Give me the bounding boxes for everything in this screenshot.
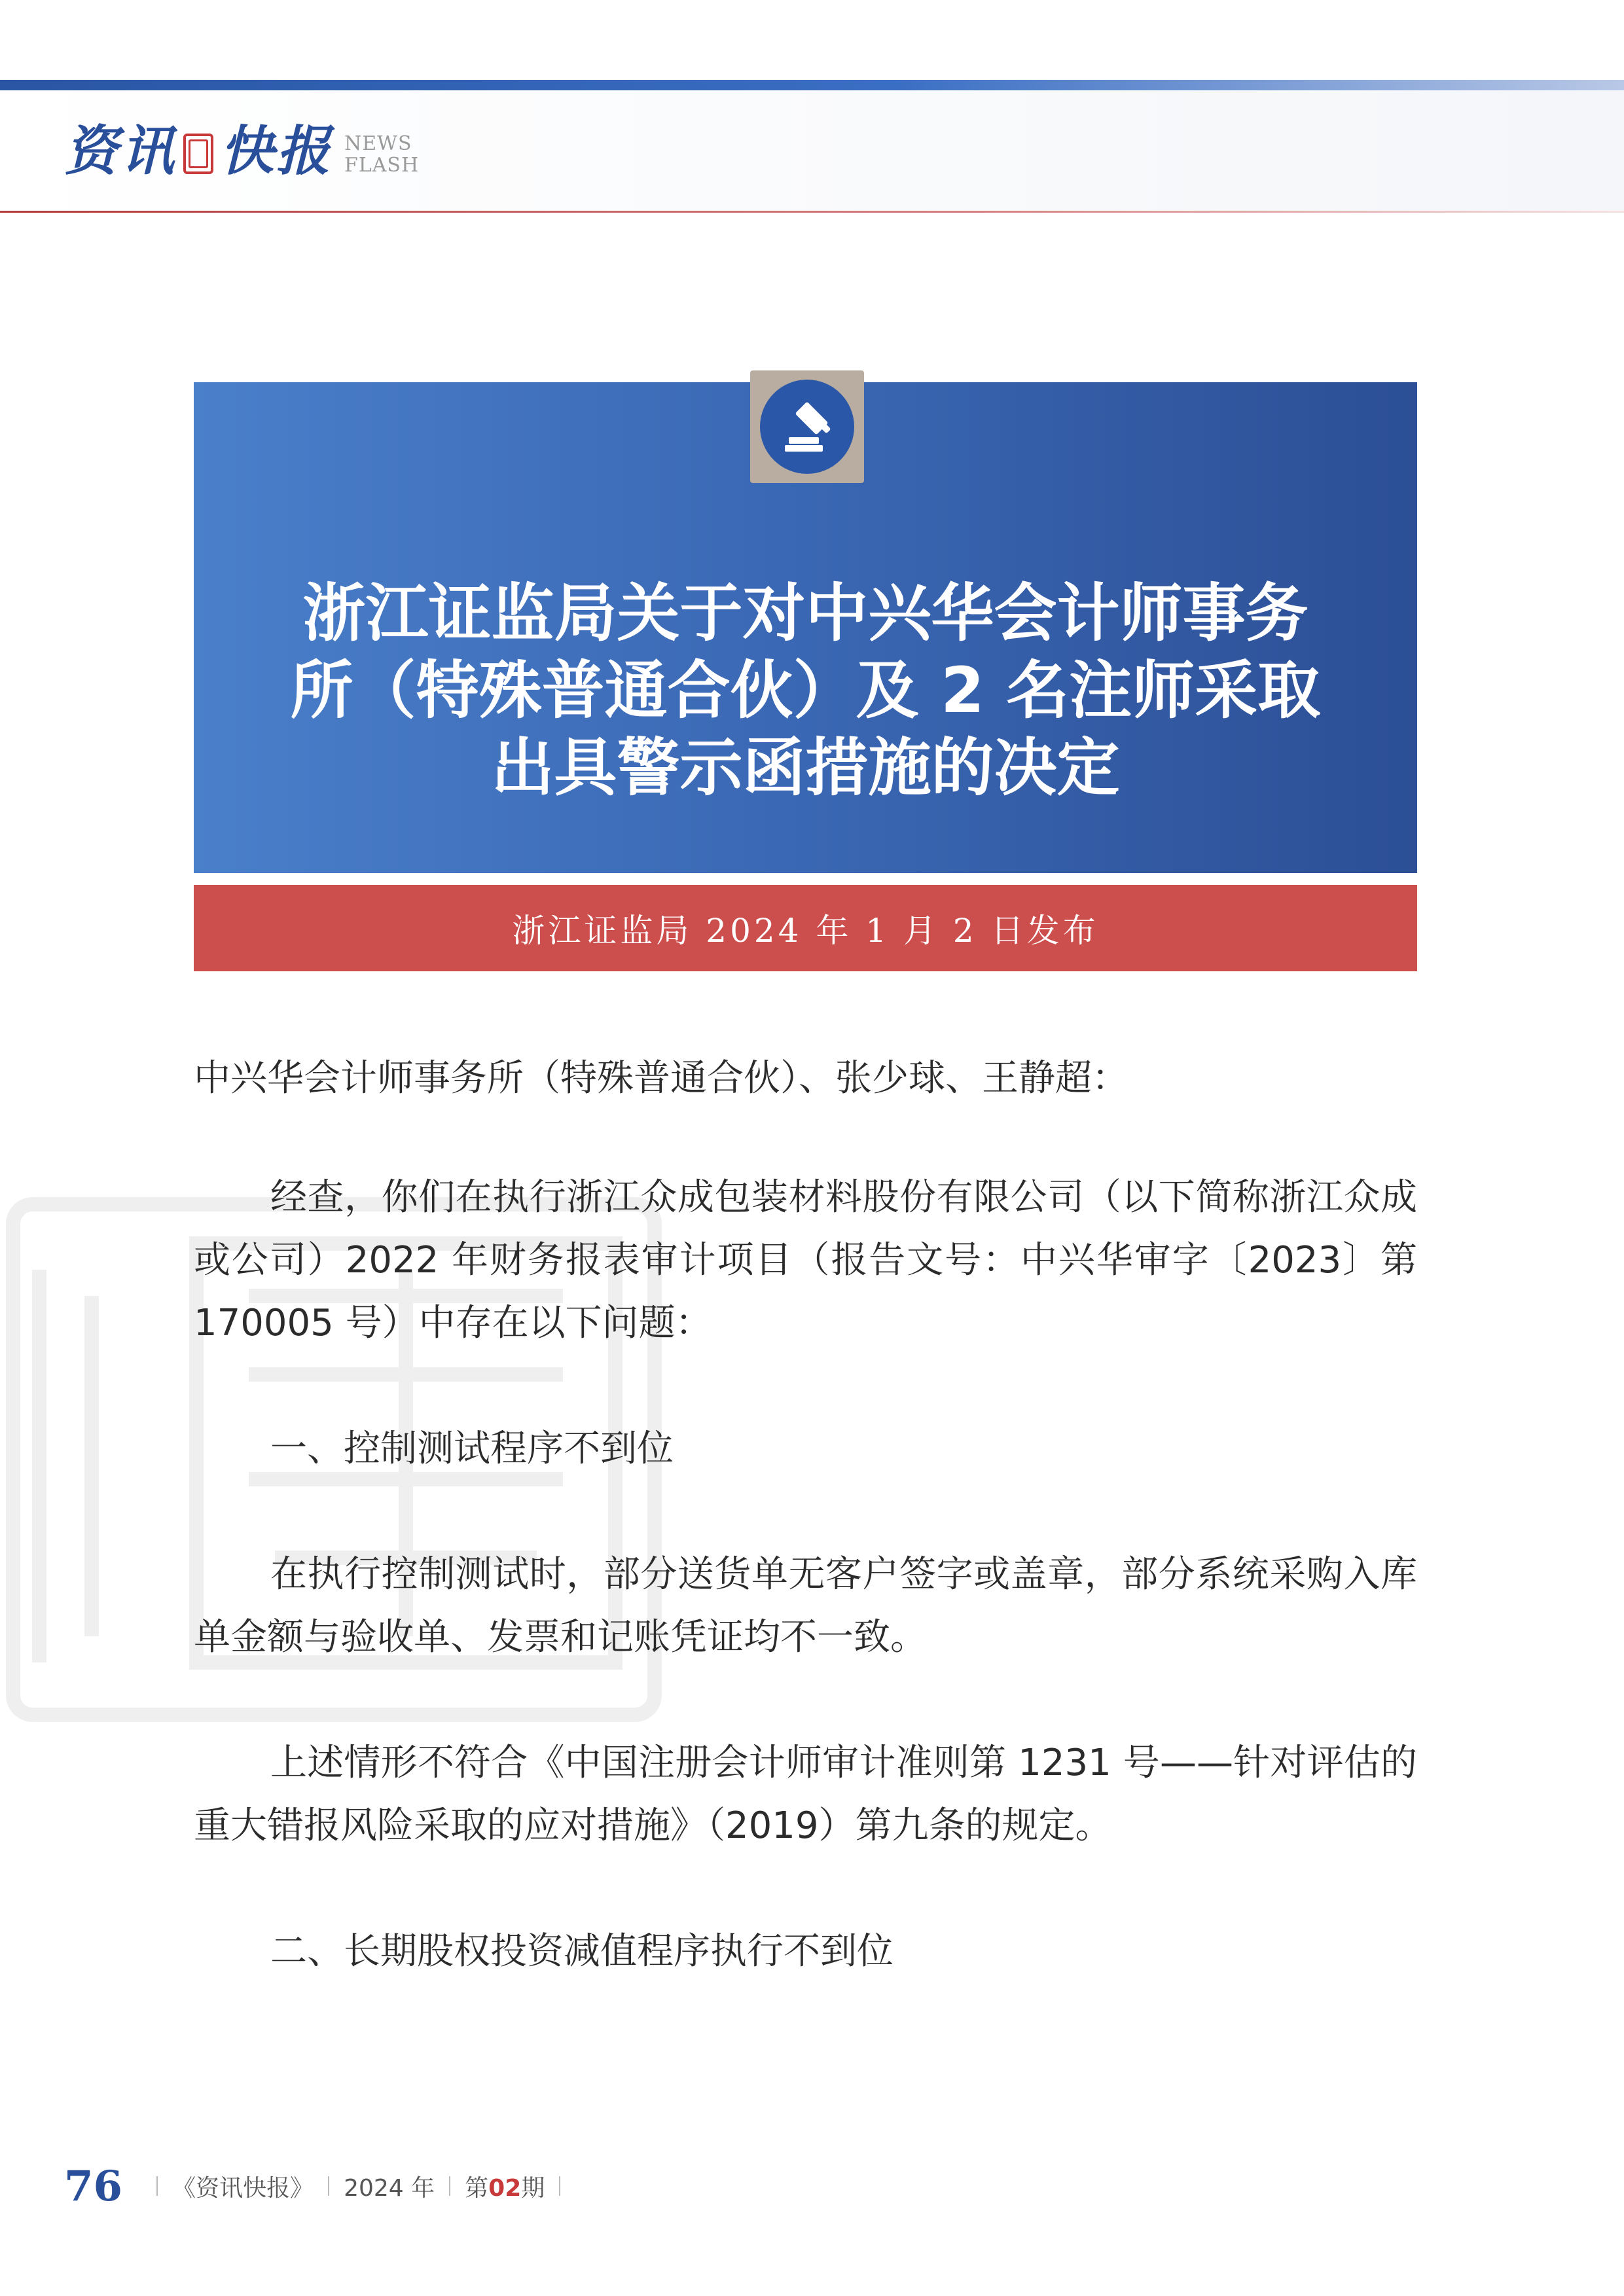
page-number: 76 [64,2161,123,2211]
brand-title-part1: 资讯 [64,120,177,183]
issue-suffix: 期 [521,2174,545,2202]
section-heading: 一、控制测试程序不到位 [270,1427,674,1470]
page-title [194,575,1417,806]
issue-label [465,2170,545,2203]
publish-info: 浙江证监局 2024 年 1 月 2 日发布 [512,912,1099,950]
article-body [194,1047,1417,2046]
header-underline [0,211,1624,213]
brand-subtitle-line1: NEWS [344,132,412,155]
page-footer [64,2160,575,2212]
title-badge [750,370,864,483]
footer-divider [328,2176,329,2196]
section-heading: 二、长期股权投资减值程序执行不到位 [270,1930,893,1973]
footer-divider [156,2176,158,2196]
header-top-rule [0,80,1624,90]
brand-logo [64,115,419,187]
publication-year: 2024 年 [344,2174,435,2202]
paragraph: 上述情形不符合《中国注册会计师审计准则第 1231 号——针对评估的重大错报风险采取的应对措施》（2019）第九条的规定。 [194,1742,1417,1847]
footer-divider [559,2176,560,2196]
seal-icon [183,134,213,174]
title-line-3: 出具警示函措施的决定 [491,731,1120,804]
issue-prefix: 第 [465,2174,489,2202]
title-line-2: 所（特殊普通合伙）及 2 名注师采取 [290,654,1321,727]
title-line-1: 浙江证监局关于对中兴华会计师事务 [302,577,1308,650]
brand-subtitle-line2: FLASH [344,154,420,177]
brand-title-part2: 快报 [220,120,333,183]
paragraph: 经查，你们在执行浙江众成包装材料股份有限公司（以下简称浙江众成或公司）2022 年财务报表审计项目（报告文号：中兴华审字〔2023〕第 170005 号）中存在以下问题： [194,1176,1417,1344]
gavel-icon [760,380,854,474]
salutation: 中兴华会计师事务所（特殊普通合伙）、张少球、王静超： [194,1057,1128,1100]
publish-bar [194,885,1417,971]
publication-name: 《资讯快报》 [172,2174,314,2202]
footer-divider [449,2176,450,2196]
brand-subtitle [344,133,419,176]
paragraph: 在执行控制测试时，部分送货单无客户签字或盖章，部分系统采购入库单金额与验收单、发票和记账凭证均不一致。 [194,1553,1417,1659]
issue-number: 02 [488,2174,522,2202]
